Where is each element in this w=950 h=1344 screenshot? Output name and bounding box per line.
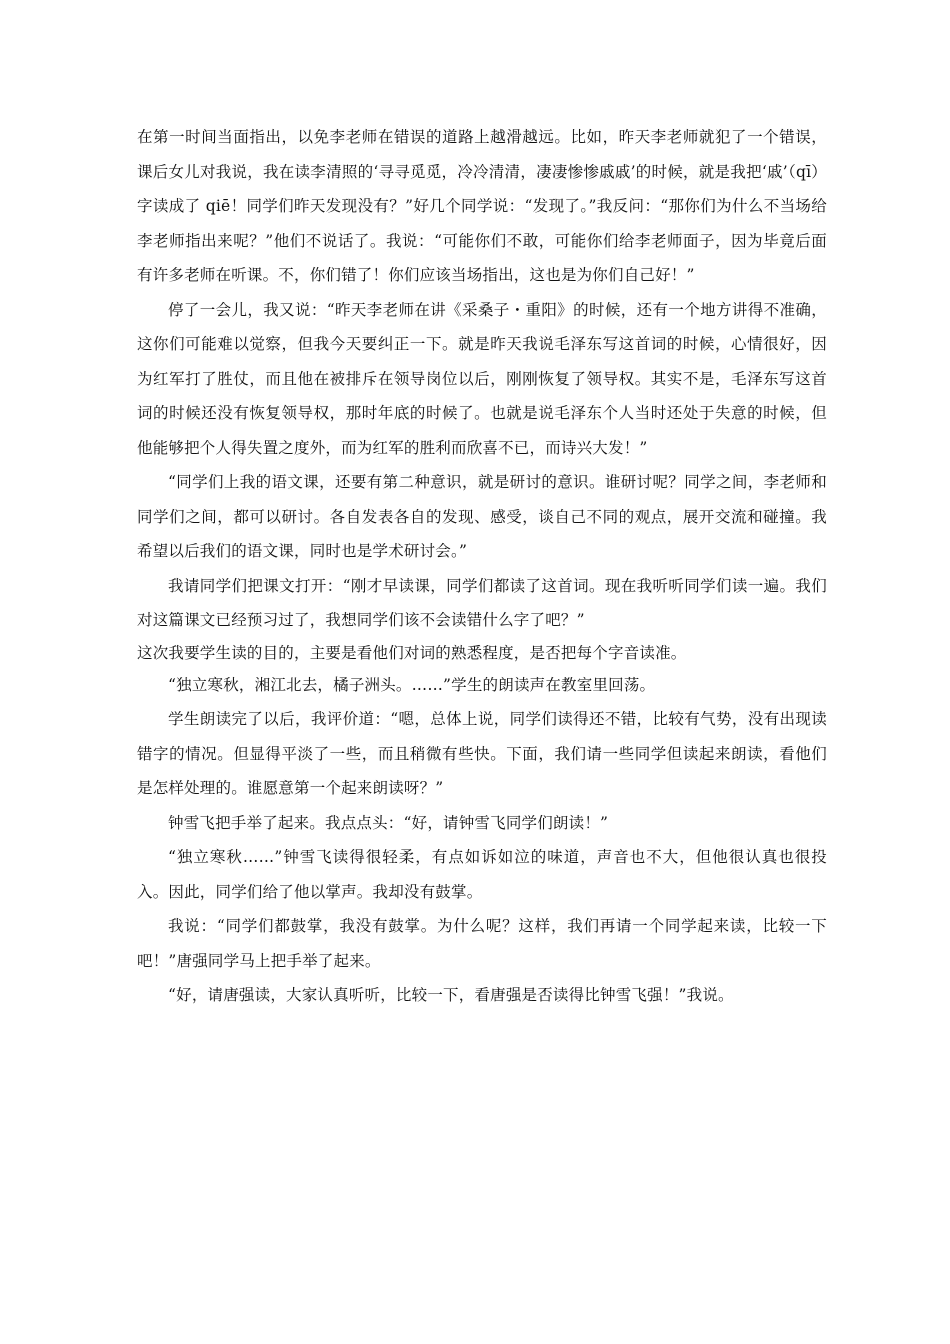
paragraph-4: 我请同学们把课文打开：“刚才早读课，同学们都读了这首词。现在我听听同学们读一遍。我们对这篇课文已经预习过了，我想同学们该不会读错什么字了吧？” xyxy=(137,576,827,629)
paragraph-11: “好，请唐强读，大家认真听听，比较一下，看唐强是否读得比钟雪飞强！”我说。 xyxy=(168,986,734,1004)
paragraph-7: 学生朗读完了以后，我评价道：“嗯，总体上说，同学们读得还不错，比较有气势，没有出现读错字的情况。但显得平淡了一些，而且稍微有些快。下面，我们请一些同学但读起来朗读，看他们是怎样处理的。谁愿意第一个起来朗读呀？” xyxy=(137,710,827,797)
paragraph-3: “同学们上我的语文课，还要有第二种意识，就是研讨的意识。谁研讨呢？同学之间，李老师和同学们之间，都可以研讨。各自发表各自的发现、感受，谈自己不同的观点，展开交流和碰撞。我希望以后我们的语文课，同时也是学术研讨会。” xyxy=(137,473,827,560)
paragraph-6: “独立寒秋，湘江北去，橘子洲头。……”学生的朗读声在教室里回荡。 xyxy=(168,675,656,694)
paragraph-8: 钟雪飞把手举了起来。我点点头：“好，请钟雪飞同学们朗读！” xyxy=(168,813,609,832)
paragraph-1: 在第一时间当面指出，以免李老师在错误的道路上越滑越远。比如，昨天李老师就犯了一个错误，课后女儿对我说，我在读李清照的‘寻寻觅觅，冷冷清清，凄凄惨惨戚戚’的时候，就是我把‘戚’（qī）字读成了 qiē！同学们昨天发现没有？”好几个同学说：“发现了。”我反问：“那你们为什么不当场给李老师指出来呢？”他们不说话了。我说：“可能你们不敢，可能你们给李老师面子，因为毕竟后面有许多老师在听课。不，你们错了！你们应该当场指出，这也是为你们自己好！” xyxy=(137,128,827,284)
paragraph-5: 这次我要学生读的目的，主要是看他们对词的熟悉程度，是否把每个字音读准。 xyxy=(137,643,687,662)
paragraph-10: 我说：“同学们都鼓掌，我没有鼓掌。为什么呢？这样，我们再请一个同学起来读，比较一下吧！”唐强同学马上把手举了起来。 xyxy=(137,917,827,970)
paragraph-9: “独立寒秋……”钟雪飞读得很轻柔，有点如诉如泣的味道，声音也不大，但他很认真也很投入。因此，同学们给了他以掌声。我却没有鼓掌。 xyxy=(137,848,827,901)
paragraph-2: 停了一会儿，我又说：“昨天李老师在讲《采桑子・重阳》的时候，还有一个地方讲得不准确，这你们可能难以觉察，但我今天要纠正一下。就是昨天我说毛泽东写这首词的时候，心情很好，因为红军打了胜仗，而且他在被排斥在领导岗位以后，刚刚恢复了领导权。其实不是，毛泽东写这首词的时候还没有恢复领导权，那时年底的时候了。也就是说毛泽东个人当时还处于失意的时候，但他能够把个人得失置之度外，而为红军的胜利而欣喜不已，而诗兴大发！” xyxy=(137,300,827,457)
document-body xyxy=(137,120,827,1013)
